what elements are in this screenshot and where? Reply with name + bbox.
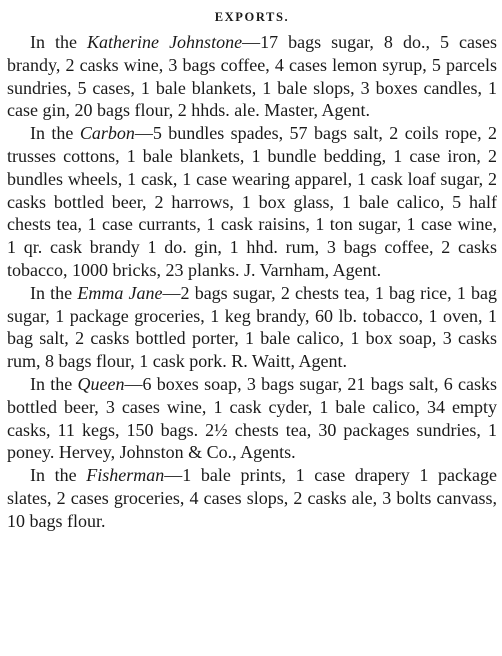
export-entry bbox=[7, 373, 497, 464]
entry-prefix: In the bbox=[30, 32, 88, 52]
section-heading: EXPORTS. bbox=[214, 10, 290, 24]
ship-name: Katherine Johnstone bbox=[87, 32, 243, 52]
cargo-text: —17 bags sugar, 8 do., 5 cases brandy, 2 casks wine, 3 bags coffee, 4 cases lemon syrup, 5 parcels sundries, 5 cases, 1 bale blankets, 1 bale slops, 3 boxes candles, 1 case gin, 20 bags flour, 2 hhds. ale. Master, Agent. bbox=[7, 32, 497, 121]
export-entry bbox=[7, 31, 497, 122]
ship-name: Carbon bbox=[79, 123, 135, 144]
cargo-text: —2 bags sugar, 2 chests tea, 1 bag rice, 1 bag sugar, 1 package groceries, 1 keg brandy, 60 lb. tobacco, 1 oven, 1 bag salt, 2 casks bottled porter, 1 bale calico, 1 box soap, 3 casks rum, 8 bags flour, 1 cask pork. R. Waitt, Agent. bbox=[7, 282, 498, 372]
export-entry bbox=[7, 282, 497, 373]
entry-prefix: In the bbox=[30, 465, 87, 486]
export-entry bbox=[7, 122, 497, 282]
entry-prefix: In the bbox=[30, 123, 80, 144]
ship-name: Emma Jane bbox=[77, 282, 163, 303]
entry-prefix: In the bbox=[30, 373, 78, 394]
cargo-text: —6 boxes soap, 3 bags sugar, 21 bags salt, 6 casks bottled beer, 3 cases wine, 1 cask cyder, 1 bale calico, 34 empty casks, 11 kegs, 150 bags. 2½ chests tea, 30 packages sundries, 1 poney. Hervey, Johnston & Co., Agents. bbox=[7, 373, 498, 463]
ship-name: Fisherman bbox=[86, 465, 165, 486]
entry-prefix: In the bbox=[30, 282, 78, 303]
document-page bbox=[7, 0, 497, 533]
export-entry bbox=[7, 464, 497, 532]
cargo-text: —5 bundles spades, 57 bags salt, 2 coils rope, 2 trusses cottons, 1 bale blankets, 1 bundle bedding, 1 case iron, 2 bundles wheels, 1 cask, 1 case wearing apparel, 1 cask loaf sugar, 2 casks bottled beer, 2 harrows, 1 box glass, 1 bale calico, 5 half chests tea, 1 case currants, 1 cask raisins, 1 ton sugar, 1 case wine, 1 qr. cask brandy 1 do. gin, 1 hhd. rum, 3 bags coffee, 2 casks tobacco, 1000 bricks, 23 planks. J. Varnham, Agent. bbox=[7, 123, 498, 280]
cargo-text: —1 bale prints, 1 case drapery 1 package slates, 2 cases groceries, 4 cases slops, 2 casks ale, 3 bolts canvass, 10 bags flour. bbox=[7, 465, 497, 531]
ship-name: Queen bbox=[77, 373, 125, 394]
